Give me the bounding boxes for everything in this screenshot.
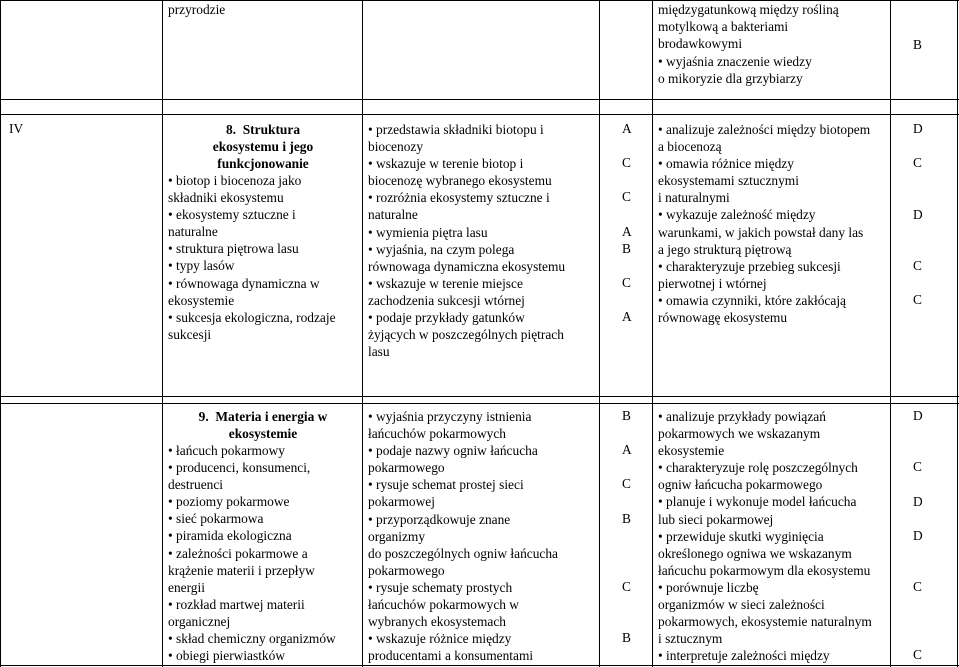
text-line: • wymienia piętra lasu: [368, 224, 488, 240]
text-line: • równowaga dynamiczna w: [168, 275, 320, 291]
text-line: równowaga dynamiczna ekosystemu: [368, 258, 566, 274]
text-line: producentami a konsumentami: [368, 648, 534, 664]
topic-number: 9.: [198, 409, 209, 424]
text-line: warunkami, w jakich powstał dany las: [658, 224, 864, 240]
text-line: równowagę ekosystemu: [658, 310, 788, 326]
level-letter: D: [913, 121, 923, 136]
text-line: naturalne: [168, 224, 218, 240]
text-line: • rysuje schemat prostej sieci: [368, 477, 524, 493]
text-line: organizmów w sieci zależności: [658, 597, 825, 613]
grid-line: [0, 665, 959, 666]
text-line: • rozkład martwej materii: [168, 596, 305, 612]
text-line: motylkową a bakteriami: [658, 19, 789, 35]
text-line: • omawia czynniki, które zakłócają: [658, 292, 846, 308]
text-line: • wykazuje zależność między: [658, 207, 816, 223]
text-line: • wyjaśnia przyczyny istnienia: [368, 409, 532, 424]
level-letter: B: [913, 37, 922, 52]
grid-line: [890, 0, 891, 667]
level-letter: A: [622, 121, 632, 136]
level-letter: C: [913, 292, 922, 307]
top-extended-cell: [658, 1, 839, 87]
text-line: • rysuje schematy prostych: [368, 579, 513, 595]
level-letter: B: [622, 510, 631, 526]
grid-line: [362, 0, 363, 667]
text-line: • interpretuje zależności między: [658, 648, 830, 664]
text-line: • przedstawia składniki biotopu i: [368, 122, 544, 137]
text-line: • piramida ekologiczna: [168, 528, 292, 544]
text-line: • wskazuje w terenie miejsce: [368, 275, 523, 291]
topic-title-line: funkcjonowanie: [217, 156, 309, 172]
text-line: składniki ekosystemu: [168, 190, 284, 206]
text-line: ogniw łańcucha pokarmowego: [658, 477, 823, 493]
level-letter: A: [622, 442, 632, 458]
text-line: lub sieci pokarmowej: [658, 511, 774, 527]
grid-line: [0, 396, 959, 397]
text-line: łańcuchów pokarmowych w: [368, 597, 519, 613]
level-letter: B: [622, 630, 631, 646]
text-line: i naturalnymi: [658, 190, 730, 206]
text-line: do poszczególnych ogniw łańcucha: [368, 545, 559, 561]
text-line: • obiegi pierwiastków: [168, 648, 285, 664]
text-line: pokarmowych, ekosystemie naturalnym: [658, 614, 872, 630]
level-letter: C: [622, 579, 631, 594]
grid-line: [0, 99, 959, 100]
topic-title: [168, 408, 358, 442]
basic-requirements: [368, 121, 565, 360]
level-letter: C: [622, 476, 631, 492]
content-list: [168, 172, 336, 343]
text-line: a biocenozą: [658, 139, 722, 155]
text-line: pokarmowego: [368, 562, 445, 578]
text-line: żyjących w poszczególnych piętrach: [368, 327, 564, 343]
text-line: • wyjaśnia znaczenie wiedzy: [658, 53, 812, 69]
text-line: • ekosystemy sztuczne i: [168, 207, 296, 223]
text-line: • omawia różnice między: [658, 156, 794, 172]
text-line: • analizuje zależności między biotopem: [658, 122, 871, 137]
level-letter: C: [913, 155, 922, 171]
text-line: • charakteryzuje przebieg sukcesji: [658, 258, 841, 274]
text-line: • skład chemiczny organizmów: [168, 631, 336, 647]
level-letter: C: [913, 459, 922, 475]
grid-line: [162, 0, 163, 667]
level-letter: D: [913, 408, 923, 423]
text-line: ekosystemie: [168, 292, 235, 308]
extended-requirements: [658, 121, 870, 326]
text-line: sukcesji: [168, 326, 212, 342]
text-line: określonego ogniwa we wskazanym: [658, 545, 852, 561]
grid-line: [599, 0, 600, 667]
extended-requirements: [658, 408, 872, 664]
level-letter: C: [913, 579, 922, 594]
text-line: • wyjaśnia, na czym polega: [368, 241, 515, 257]
grid-line: [0, 0, 1, 667]
text-line: • sieć pokarmowa: [168, 511, 264, 527]
text-line: • biotop i biocenoza jako: [168, 173, 302, 188]
level-letter: D: [913, 493, 923, 509]
level-letter: D: [913, 527, 923, 543]
text-line: • porównuje liczbę: [658, 579, 759, 595]
grid-line: [0, 403, 959, 404]
text-line: • wskazuje różnice między: [368, 631, 512, 647]
topic-title-line: ekosystemie: [228, 426, 298, 442]
text-line: zachodzenia sukcesji wtórnej: [368, 292, 525, 308]
text-line: krążenie materii i przepływ: [168, 562, 315, 578]
text-line: przyrodzie: [168, 2, 226, 17]
topic-title-line: ekosystemu i jego: [212, 139, 314, 155]
text-line: • przewiduje skutki wyginięcia: [658, 528, 824, 544]
text-line: • zależności pokarmowe a: [168, 545, 308, 561]
level-letter: B: [622, 408, 631, 423]
text-line: ekosystemami sztucznymi: [658, 173, 799, 189]
text-line: organicznej: [168, 613, 231, 629]
topic-heading: [168, 121, 358, 138]
text-line: • struktura piętrowa lasu: [168, 241, 299, 257]
text-line: pokarmowego: [368, 460, 445, 476]
level-letter: A: [622, 223, 632, 239]
text-line: brodawkowymi: [658, 36, 743, 52]
text-line: • podaje nazwy ogniw łańcucha: [368, 443, 538, 459]
basic-requirements: [368, 408, 558, 664]
text-line: o mikoryzie dla grzybiarzy: [658, 70, 803, 86]
text-line: ekosystemie: [658, 443, 725, 459]
text-line: organizmy: [368, 528, 426, 544]
level-letter: C: [622, 155, 631, 171]
text-line: • podaje przykłady gatunków: [368, 310, 525, 326]
text-line: destruenci: [168, 477, 224, 493]
level-letter: C: [913, 257, 922, 273]
text-line: pokarmowych we wskazanym: [658, 426, 821, 442]
topic-title: [168, 121, 358, 172]
text-line: a jego strukturą piętrową: [658, 241, 792, 257]
level-letter: C: [913, 647, 922, 663]
text-line: pokarmowej: [368, 494, 435, 510]
text-line: • planuje i wykonuje model łańcucha: [658, 494, 857, 510]
text-line: • poziomy pokarmowe: [168, 494, 290, 510]
text-line: i sztucznym: [658, 631, 723, 647]
level-letter: B: [622, 240, 631, 256]
text-line: • analizuje przykłady powiązań: [658, 409, 826, 424]
text-line: energii: [168, 579, 205, 595]
grid-line: [957, 0, 958, 667]
text-line: lasu: [368, 344, 390, 360]
topic-title-line: Struktura: [242, 122, 301, 137]
grid-line: [0, 114, 959, 115]
grid-line: [652, 0, 653, 667]
topic-heading: [168, 408, 358, 425]
level-letter: A: [622, 309, 632, 325]
grade-label: IV: [9, 121, 24, 136]
text-line: • łańcuch pokarmowy: [168, 443, 285, 458]
text-line: biocenozy: [368, 139, 424, 155]
text-line: • producenci, konsumenci,: [168, 460, 311, 476]
text-line: • typy lasów: [168, 258, 235, 274]
text-line: łańcuchów pokarmowych: [368, 426, 506, 442]
text-line: międzygatunkową między rośliną: [658, 2, 839, 17]
level-letter: D: [913, 206, 923, 222]
text-line: • charakteryzuje rolę poszczególnych: [658, 460, 858, 476]
top-content-cell: [168, 1, 225, 18]
text-line: naturalne: [368, 207, 418, 223]
text-line: wybranych ekosystemach: [368, 614, 506, 630]
text-line: biocenozę wybranego ekosystemu: [368, 173, 552, 189]
topic-title-line: Materia i energia w: [215, 409, 328, 424]
level-letter: C: [622, 189, 631, 205]
text-line: • rozróżnia ekosystemy sztuczne i: [368, 190, 550, 206]
topic-number: 8.: [225, 122, 237, 137]
text-line: • przyporządkowuje znane: [368, 511, 511, 527]
text-line: pierwotnej i wtórnej: [658, 275, 767, 291]
text-line: • sukcesja ekologiczna, rodzaje: [168, 309, 336, 325]
text-line: • wskazuje w terenie biotop i: [368, 156, 524, 172]
level-letter: C: [622, 274, 631, 290]
text-line: łańcuchu pokarmowym dla ekosystemu: [658, 562, 871, 578]
content-list: [168, 442, 336, 664]
